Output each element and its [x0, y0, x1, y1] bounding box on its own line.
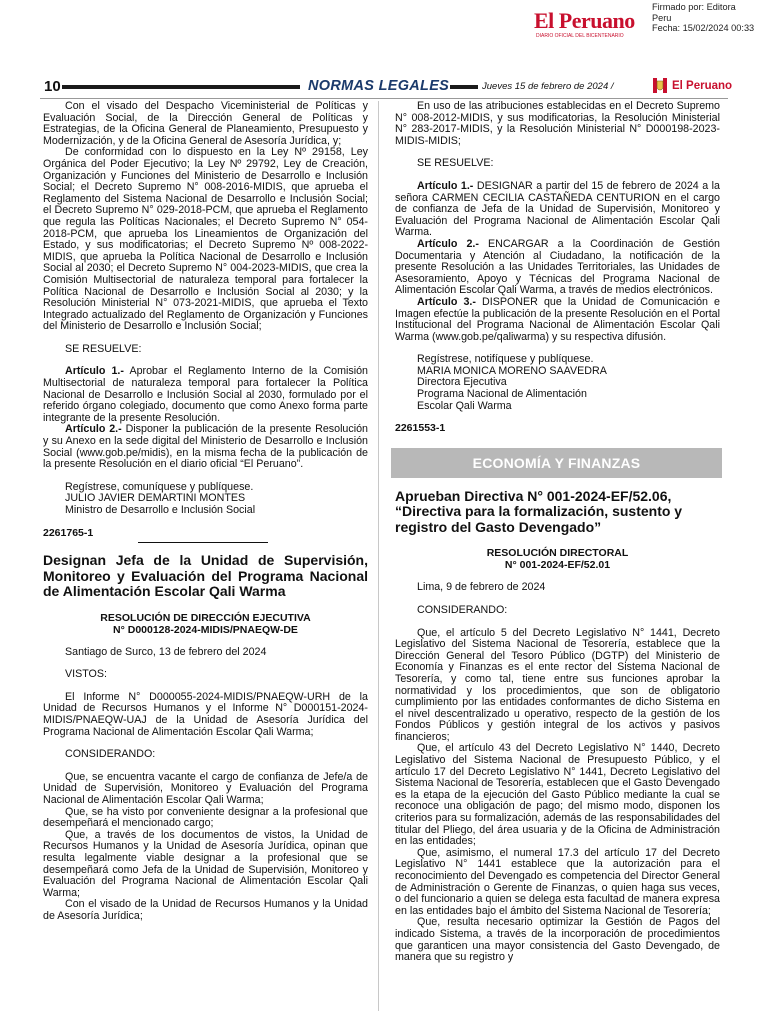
paragraph: Que, el artículo 43 del Decreto Legislativo N° 1440, Decreto Legislativo del Sistema Nacional de Presupuesto Público, y el artículo 17 del Decreto Legislativo N° 1441, Decreto Legislativo del Sistema Nacional de Tesorería, establecen que el Gasto Devengado es la etapa de la ejecución del Gasto Público mediante la cual se reconoce una obligación de pago; del mismo modo, disponen los criterios para su formalización, además de las responsabilidades del titular del Pliego, del área usuaria y de la Oficina de Administración en las entidades; [395, 742, 720, 848]
paragraph: Que, resulta necesario optimizar la Gestión de Pagos del indicado Sistema, a través de la incorporación de procedimientos que garanticen una mayor consistencia del Gasto Devengado, de manera que su registro y [395, 916, 720, 964]
paragraph: Con el visado de la Unidad de Recursos Humanos y la Unidad de Asesoría Jurídica; [43, 898, 368, 922]
signer-role: Directora Ejecutiva [417, 376, 507, 389]
article-text: ENCARGAR a la Coordinación de Gestión Documentaria y Atención al Ciudadano, la notificación de la presente Resolución a las Unidades Territoriales, las Unidades de Asesoramiento, Apoyo y Técnicas del Programa Nacional de Alimentación Escolar Qali Warma, a través de medios electrónicos. [395, 237, 720, 297]
header-date: Jueves 15 de febrero de 2024 / [482, 81, 614, 92]
signer-role: Ministro de Desarrollo e Inclusión Social [65, 504, 256, 516]
paragraph: Que, el artículo 5 del Decreto Legislativo N° 1441, Decreto Legislativo del Sistema Nacional de Tesorería, establece que la Dirección General del Tesoro Público (DGTP) del Ministerio de Economía y Finanzas es el ente rector del Sistema Nacional de Tesorería, y como tal, tiene entre sus funciones aprobar la normatividad y los procedimientos, que son de obligatorio cumplimiento por las entidades conformantes de dicho Sistema en el nivel descentralizado u operativo, respecto de la gestión de los Fondos Públicos y gestión integral de los activos y pasivos financieros; [395, 626, 720, 743]
left-column [43, 101, 368, 923]
considering-heading: CONSIDERANDO: [417, 603, 508, 616]
article-label: Artículo 2.- [65, 423, 122, 436]
article-1 [43, 366, 368, 424]
article-text: DISPONER que la Unidad de Comunicación e Imagen efectúe la publicación de la presente Resolución en el Portal Institucional del Programa Nacional de Alimentación Escolar Qali Warma (www.gob.pe/qaliwarma) y su respectiva difusión. [395, 295, 720, 343]
notice-headline: Designan Jefa de la Unidad de Supervisión, Monitoreo y Evaluación del Programa Nacional de Alimentación Escolar Qali Warma [43, 552, 368, 600]
place-date: Lima, 9 de febrero de 2024 [417, 581, 546, 594]
notice-separator [138, 542, 268, 543]
signature-line-2: Peru [652, 12, 672, 23]
resolution-number: N° 001-2024-EF/52.01 [504, 559, 611, 572]
resolution-type: RESOLUCIÓN DIRECTORAL [486, 547, 629, 560]
logo-tagline: DIARIO OFICIAL DEL BICENTENARIO [536, 33, 624, 39]
paragraph: Que, se encuentra vacante el cargo de confianza de Jefe/a de Unidad de Supervisión, Monitoreo y Evaluación del Programa Nacional de Alimentación Escolar Qali Warma; [43, 770, 368, 807]
place-date: Santiago de Surco, 13 de febrero del 2024 [65, 645, 267, 658]
article-2 [43, 424, 368, 470]
signer-name: JULIO JAVIER DEMARTINI MONTES [65, 492, 246, 505]
resolution-title [395, 547, 720, 571]
article-2 [395, 239, 720, 297]
article-text: DESIGNAR a partir del 15 de febrero de 2024 a la señora CARMEN CECILIA CASTAÑEDA CENTURION en el cargo de confianza de Jefa de la Unidad de Supervisión, Monitoreo y Evaluación del Programa Nacional de Alimentación Escolar Qali Warma. [395, 179, 720, 239]
paragraph: Con el visado del Despacho Viceministerial de Políticas y Evaluación Social, de la Dirección General de Políticas y Estrategias, de la Oficina General de Planeamiento, Presupuesto y Modernización, y de la Oficina General de Asesoría Jurídica, y; [43, 100, 368, 147]
section-band: ECONOMÍA Y FINANZAS [391, 448, 722, 478]
header-brand: El Peruano [672, 80, 733, 92]
article-3 [395, 297, 720, 343]
paragraph: Que, se ha visto por conveniente designar a la profesional que desempeñará el mencionado cargo; [43, 805, 368, 830]
signer-name: MARIA MONICA MORENO SAAVEDRA [417, 364, 607, 377]
right-column [395, 101, 720, 964]
section-title: NORMAS LEGALES [308, 78, 450, 94]
article-text: Disponer la publicación de la presente Resolución y su Anexo en la sede digital del Ministerio de Desarrollo e Inclusión Social (www.gob.pe/midis), en la misma fecha de la publicación de la presente Resolución en el diario oficial “El Peruano”. [43, 423, 368, 471]
resolution-type: RESOLUCIÓN DE DIRECCIÓN EJECUTIVA [100, 611, 311, 624]
notice-code: 2261765-1 [43, 526, 94, 539]
resolve-heading: SE RESUELVE: [65, 342, 142, 355]
running-header [40, 76, 733, 98]
article-text: Aprobar el Reglamento Interno de la Comisión Multisectorial de naturaleza temporal para fortalecer la Política Nacional de Desarrollo e Inclusión Social al 2030, formulado por el referido órgano colegiado, documento que como Anexo forma parte integrante de la presente Resolución. [43, 365, 368, 424]
paragraph: Que, asimismo, el numeral 17.3 del artículo 17 del Decreto Legislativo N° 1441 establece que la autorización para el reconocimiento del Devengado es competencia del Director General de Administración o Gerente de Finanzas, o quien haga sus veces, o del funcionario a quien se delega esta facultad de manera expresa en las entidades bajo el ámbito del Sistema Nacional de Tesorería; [395, 846, 720, 917]
considering-heading: CONSIDERANDO: [65, 748, 156, 761]
column-divider [378, 101, 379, 1011]
paragraph: El Informe N° D000055-2024-MIDIS/PNAEQW-URH de la Unidad de Recursos Humanos y el Informe N° D000151-2024-MIDIS/PNAEQW-UAJ de la Unidad de Asesoría Jurídica del Programa Nacional de Alimentación Escolar Qali Warma; [43, 690, 368, 738]
signature-line-1: Firmado por: Editora [652, 2, 736, 12]
paragraph: De conformidad con lo dispuesto en la Ley Nº 29158, Ley Orgánica del Poder Ejecutivo; la Ley Nº 29792, Ley de Creación, Organización y Funciones del Ministerio de Desarrollo e Inclusión Social; el Decreto Supremo N° 008-2016-MIDIS, que aprueba el Reglamento del Sistema Nacional de Desarrollo e Inclusión Social; el Decreto Supremo N° 029-2018-PCM, que aprueba el Reglamento que regula las Políticas Nacionales; el Decreto Supremo N° 054-2018-PCM, que aprueba los Lineamientos de Organización del Estado, y sus modificatorias; el Decreto Supremo Nº 008-2022-MIDIS, que aprueba la Política Nacional de Desarrollo e Inclusión Social al 2030; el Decreto Supremo N° 004-2023-MIDIS, que crea la Comisión Multisectorial de naturaleza temporal para fortalecer la Política Nacional de Desarrollo e Inclusión Social al 2030; y la Resolución Ministerial N° 073-2021-MIDIS, que aprueba el Texto Integrado actualizado del Reglamento de Organización y Funciones del Ministerio de Desarrollo e Inclusión Social; [43, 146, 368, 333]
page-number: 10 [44, 78, 61, 95]
logo-wordmark: El Peruano [534, 8, 635, 33]
header-rule-right [450, 85, 478, 89]
resolution-title [43, 612, 368, 636]
resolution-number: N° D000128-2024-MIDIS/PNAEQW-DE [113, 623, 298, 636]
article-label: Artículo 3.- [417, 295, 476, 308]
digital-signature [652, 2, 754, 34]
resolve-heading: SE RESUELVE: [417, 157, 494, 170]
notice-headline: Aprueban Directiva N° 001-2024-EF/52.06, “Directiva para la formalización, sustento y registro del Gasto Devengado” [395, 487, 683, 535]
signer-role: Programa Nacional de Alimentación [417, 388, 587, 401]
vistos-heading: VISTOS: [65, 668, 107, 681]
article-label: Artículo 1.- [417, 179, 474, 192]
notice-code: 2261553-1 [395, 422, 446, 435]
article-label: Artículo 2.- [417, 237, 479, 250]
closing-formula: Regístrese, notifíquese y publíquese. [417, 353, 594, 366]
signature-line-3: Fecha: 15/02/2024 00:33 [652, 23, 755, 33]
header-rule-left [62, 85, 300, 89]
closing-formula: Regístrese, comuníquese y publíquese. [65, 480, 254, 493]
coat-of-arms-icon [653, 78, 667, 93]
signer-role: Escolar Qali Warma [417, 399, 512, 412]
paragraph: En uso de las atribuciones establecidas en el Decreto Supremo N° 008-2012-MIDIS, y sus modificatorias, la Resolución Ministerial N° 283-2017-MIDIS, y la Resolución Ministerial N° D000198-2023-MIDIS-MIDIS; [395, 100, 720, 147]
paragraph: Que, a través de los documentos de vistos, la Unidad de Recursos Humanos y la Unidad de Asesoría Jurídica, opinan que resulta legalmente viable designar a la profesional que se desempeñará como Jefa de la Unidad de Supervisión, Monitoreo y Evaluación del Programa Nacional de Alimentación Escolar Qali Warma; [43, 828, 368, 899]
masthead-logo [534, 4, 662, 44]
article-1 [395, 181, 720, 239]
article-label: Artículo 1.- [65, 365, 124, 378]
header-divider [40, 98, 728, 99]
